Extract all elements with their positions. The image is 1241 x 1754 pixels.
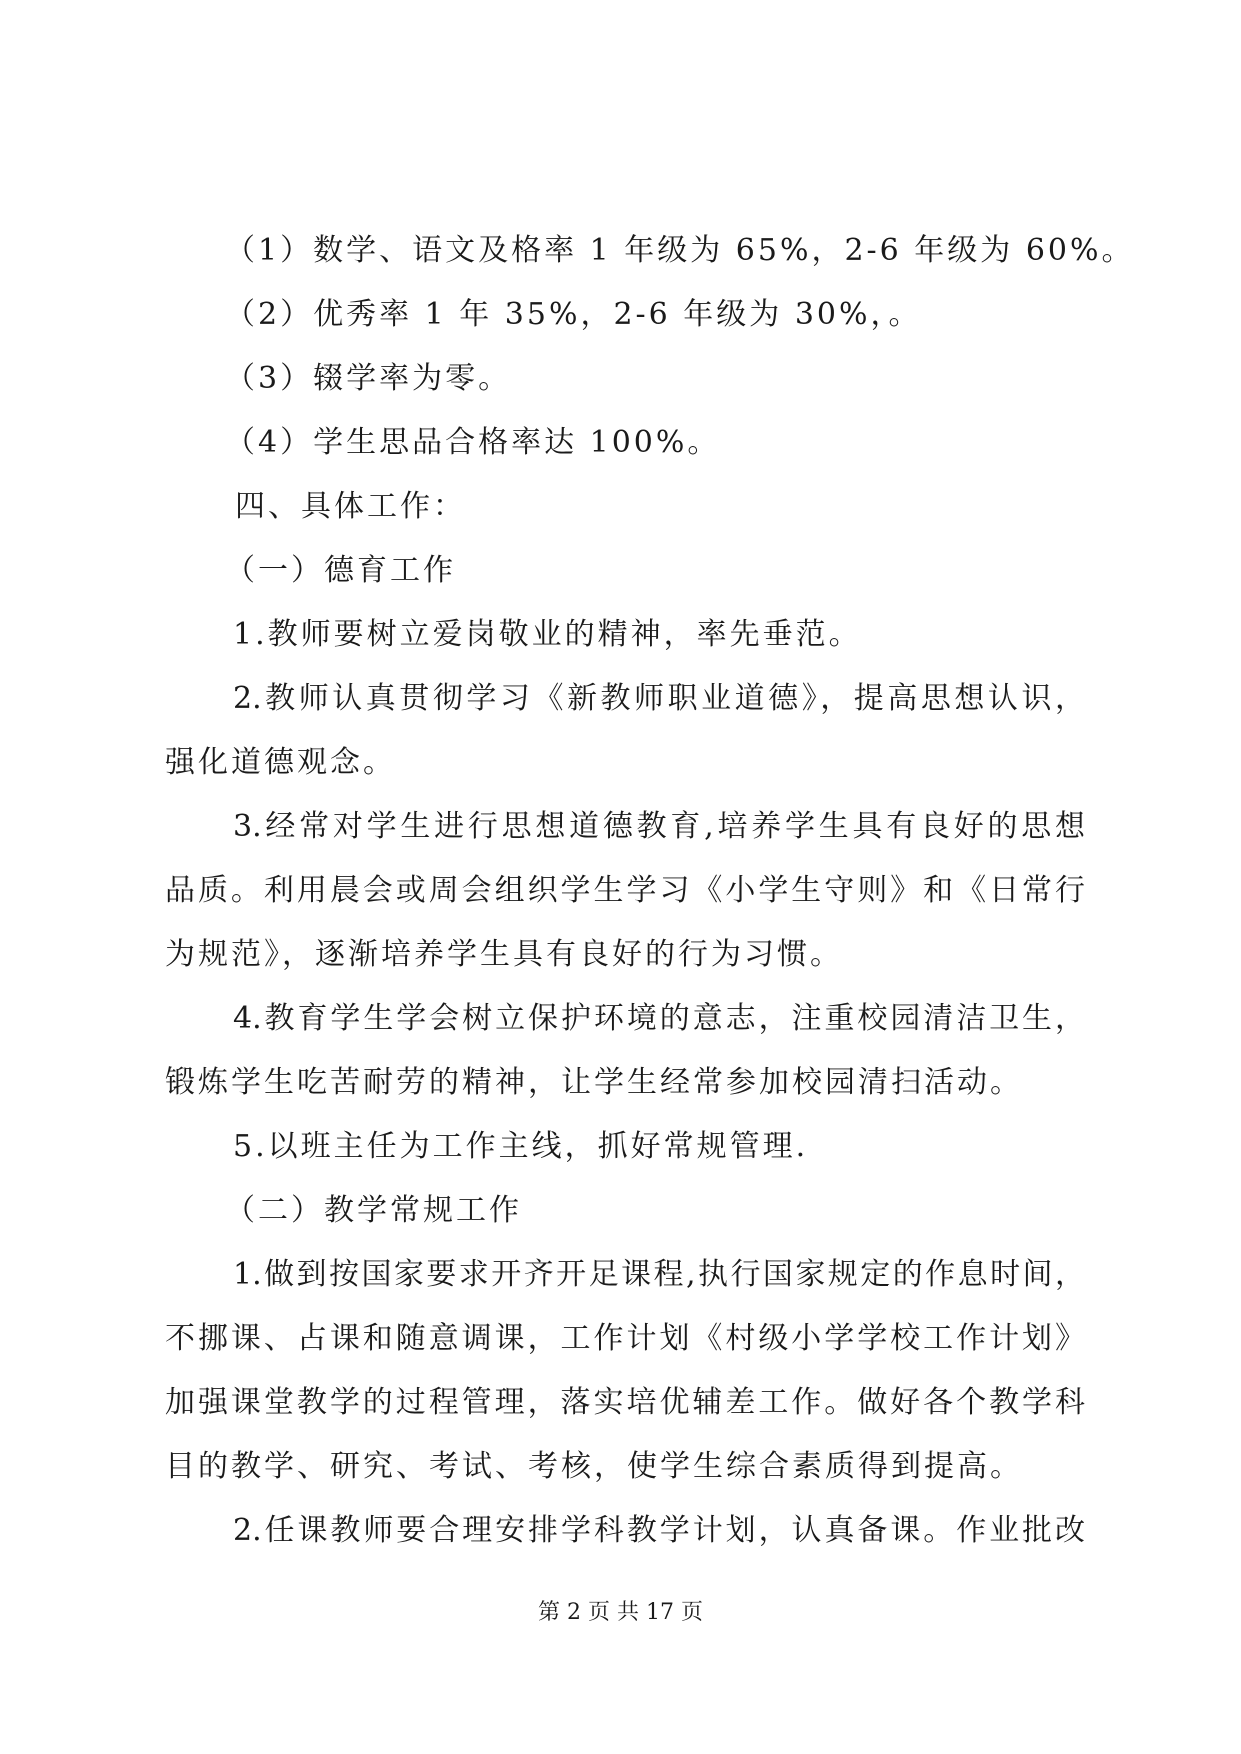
moral-item-4-line-2: 锻炼学生吃苦耐劳的精神，让学生经常参加校园清扫活动。 xyxy=(165,1065,1023,1100)
subsection-heading-teaching-routine: （二）教学常规工作 xyxy=(225,1193,522,1228)
teaching-item-2-line-1: 2.任课教师要合理安排学科教学计划，认真备课。作业批改 xyxy=(233,1513,1085,1548)
moral-item-1: 1.教师要树立爱岗敬业的精神，率先垂范。 xyxy=(233,617,862,652)
page-footer xyxy=(0,1602,1241,1624)
goal-moral-rate: （4）学生思品合格率达 100%。 xyxy=(225,425,721,460)
teaching-item-1-line-1: 1.做到按国家要求开齐开足课程,执行国家规定的作息时间， xyxy=(233,1257,1085,1292)
document-body xyxy=(165,233,1135,1580)
page-number-label: 第 2 页 共 17 页 xyxy=(538,1600,703,1625)
teaching-item-1-line-2: 不挪课、占课和随意调课，工作计划《村级小学学校工作计划》 xyxy=(165,1321,1085,1356)
teaching-item-1-line-3: 加强课堂教学的过程管理，落实培优辅差工作。做好各个教学科 xyxy=(165,1385,1085,1420)
moral-item-2-line-2: 强化道德观念。 xyxy=(165,745,396,780)
teaching-item-1-line-4: 目的教学、研究、考试、考核，使学生综合素质得到提高。 xyxy=(165,1449,1023,1484)
moral-item-3-line-1: 3.经常对学生进行思想道德教育,培养学生具有良好的思想 xyxy=(233,809,1085,844)
moral-item-2-line-1: 2.教师认真贯彻学习《新教师职业道德》，提高思想认识， xyxy=(233,681,1085,716)
goal-dropout-rate: （3）辍学率为零。 xyxy=(225,361,512,396)
moral-item-4-line-1: 4.教育学生学会树立保护环境的意志，注重校园清洁卫生， xyxy=(233,1001,1085,1036)
section-heading-specific-work: 四、具体工作： xyxy=(235,489,466,524)
goal-excellent-rate: （2）优秀率 1 年 35%，2-6 年级为 30%，。 xyxy=(225,297,922,332)
moral-item-3-line-2: 品质。利用晨会或周会组织学生学习《小学生守则》和《日常行 xyxy=(165,873,1085,908)
subsection-heading-moral-education: （一）德育工作 xyxy=(225,553,456,588)
goal-pass-rate: （1）数学、语文及格率 1 年级为 65%，2-6 年级为 60%。 xyxy=(225,233,1135,268)
moral-item-3-line-3: 为规范》，逐渐培养学生具有良好的行为习惯。 xyxy=(165,937,843,972)
moral-item-5: 5.以班主任为工作主线，抓好常规管理. xyxy=(233,1129,809,1164)
